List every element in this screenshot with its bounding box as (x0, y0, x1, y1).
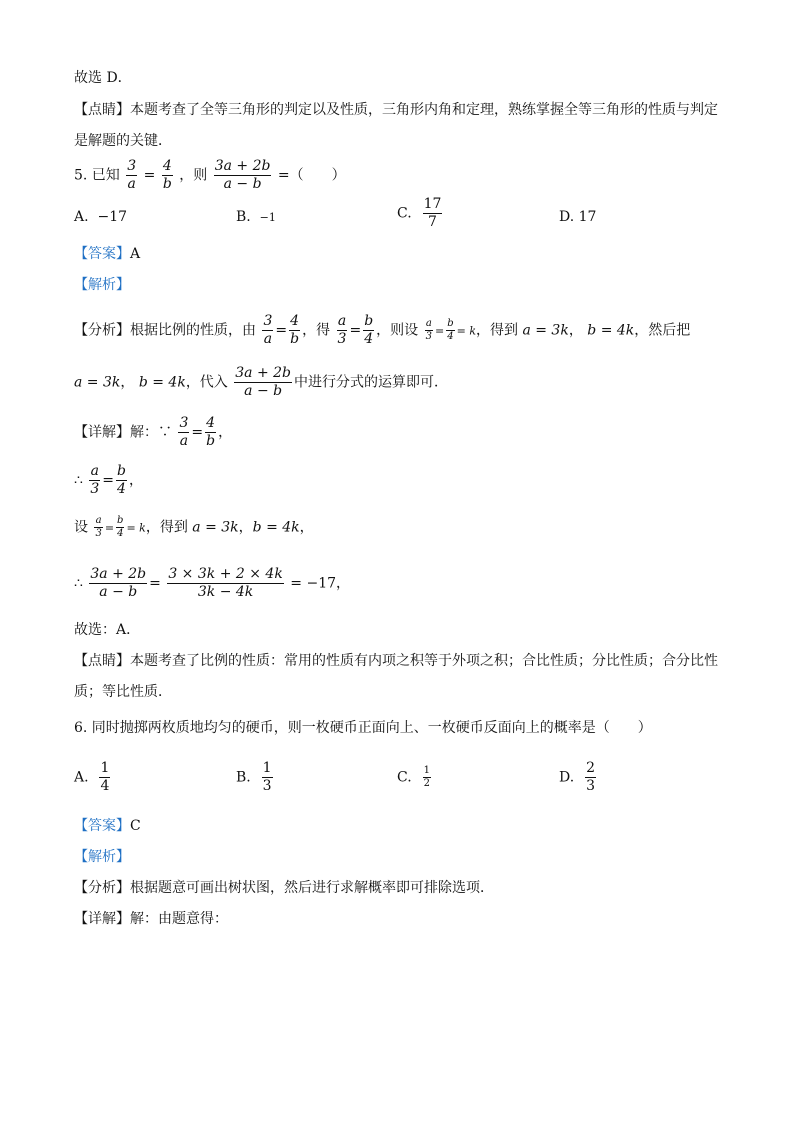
prev-comment-text: 【点睛】本题考查了全等三角形的判定以及性质，三角形内角和定理，熟练掌握全等三角形的性质与判定 (74, 102, 718, 118)
q5-analysis-tag: 【解析】 (74, 277, 130, 293)
q6-option-c: C. $\frac{1}{2}$ (397, 765, 430, 789)
fraction-3-over-a: $\frac{3}{a}$ (127, 158, 137, 192)
question-6-stem: 6. 同时抛掷两枚质地均匀的硬币，则一枚硬币正面向上、一枚硬币反面向上的概率是（ ） (74, 720, 652, 736)
q5-dianjing-2: 质；等比性质． (74, 684, 172, 700)
prev-comment-line-2: 是解题的关键． (74, 133, 172, 149)
prev-answer-line: 故选 D． (74, 70, 132, 86)
q5-calc-line: ∴ $\frac{3a + 2b}{a - b}$ = $\frac{3 \times 3k + 2 \times 4k}{3k - 4k}$ = −17， (74, 566, 351, 600)
q6-xiangjie: 【详解】解：由题意得： (74, 911, 228, 927)
q6-option-d: D. $\frac{2}{3}$ (559, 760, 596, 794)
q5-answer: 【答案】A (74, 246, 141, 262)
answer-tag: 【答案】 (74, 246, 130, 262)
q6-answer: 【答案】C (74, 818, 141, 834)
question-5-stem (74, 158, 346, 193)
q5-option-c: C. $\frac{17}{7}$ (397, 196, 442, 230)
then-text: ，则 (179, 167, 208, 184)
q6-fenxi: 【分析】根据题意可画出树状图，然后进行求解概率即可排除选项． (74, 880, 494, 896)
q5-set-line: 设 $\frac{a}{3}$ = $\frac{b}{4}$ = k，得到 a = 3k，b = 4k， (74, 515, 314, 539)
q6-analysis-tag: 【解析】 (74, 849, 130, 865)
prev-comment-line-1 (74, 100, 718, 120)
q5-fenxi-line-1: 【分析】根据比例的性质，由 $\frac{3}{a}$ = $\frac{4}{b}$ ，得 $\frac{a}{3}$ = $\frac{b}{4}$ ，则设 $\frac{a}{3}$ = $\frac{b}{4}$ = k，得到 a = 3k， b = 4k，然后把 (74, 313, 691, 347)
q5-option-a: A. −17 (74, 209, 128, 225)
q5-xiangjie-line-1: 【详解】解：∵ $\frac{3}{a}$ = $\frac{4}{b}$ ， (74, 415, 233, 449)
q5-option-b: B. −1 (236, 209, 276, 225)
question-5-tail: =（ ） (277, 167, 346, 184)
fraction-target: $\frac{3a + 2b}{a - b}$ (214, 158, 271, 192)
q5-fenxi-line-2: a = 3k， b = 4k，代入 $\frac{3a + 2b}{a - b}$ 中进行分式的运算即可． (74, 365, 449, 399)
fraction-4-over-b: $\frac{4}{b}$ (162, 158, 172, 192)
equals-sign: = (143, 167, 156, 184)
q5-choose: 故选：A． (74, 622, 141, 638)
q5-dianjing-1: 【点睛】本题考查了比例的性质：常用的性质有内项之积等于外项之积；合比性质；分比性质；合分比性 (74, 653, 718, 669)
q6-option-a: A. $\frac{1}{4}$ (74, 760, 110, 794)
question-5-number: 5. 已知 (74, 167, 120, 184)
q6-option-b: B. $\frac{1}{3}$ (236, 760, 272, 794)
q5-therefore-line: ∴ $\frac{a}{3}$ = $\frac{b}{4}$ ， (74, 463, 143, 497)
q5-option-d: D. 17 (559, 209, 597, 225)
